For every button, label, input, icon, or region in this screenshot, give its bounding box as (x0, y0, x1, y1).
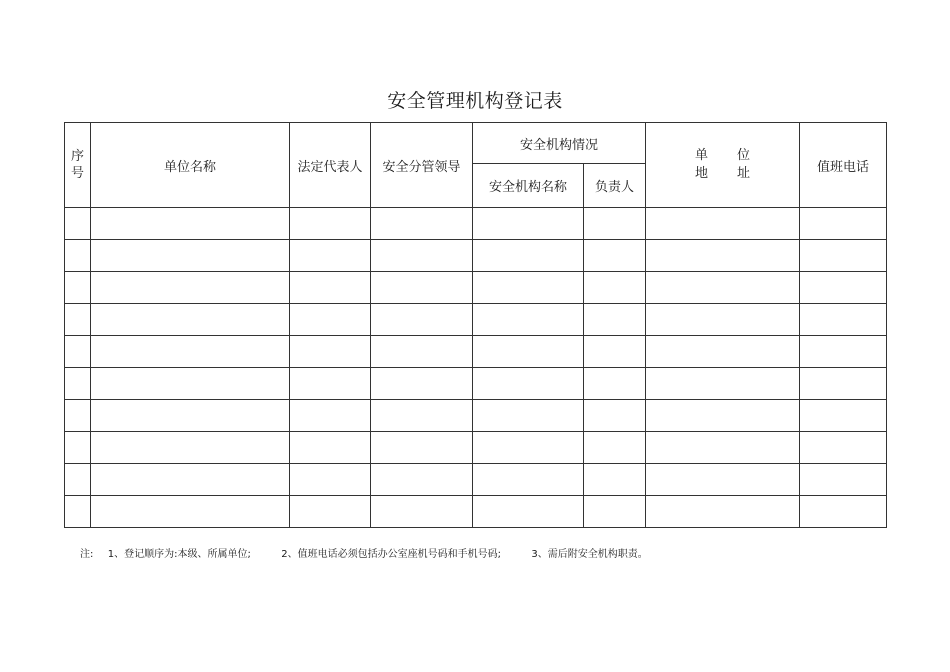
table-cell[interactable] (800, 400, 887, 432)
header-row-top (65, 123, 887, 164)
table-cell[interactable] (473, 272, 584, 304)
table-cell[interactable] (65, 272, 91, 304)
table-cell[interactable] (65, 400, 91, 432)
table-row (65, 208, 887, 240)
table-cell[interactable] (800, 272, 887, 304)
table-cell[interactable] (584, 496, 646, 528)
table-cell[interactable] (473, 240, 584, 272)
footnote-prefix: 注: (80, 549, 94, 560)
table-cell[interactable] (646, 432, 800, 464)
table-cell[interactable] (91, 272, 290, 304)
table-cell[interactable] (371, 336, 473, 368)
table-cell[interactable] (646, 240, 800, 272)
header-duty-phone: 值班电话 (800, 123, 887, 208)
table-cell[interactable] (91, 496, 290, 528)
table-cell[interactable] (290, 400, 371, 432)
table-cell[interactable] (290, 464, 371, 496)
table-row (65, 272, 887, 304)
header-unit-name: 单位名称 (91, 123, 290, 208)
table-cell[interactable] (646, 368, 800, 400)
table-cell[interactable] (65, 208, 91, 240)
table-cell[interactable] (290, 432, 371, 464)
table-row (65, 400, 887, 432)
header-org-name: 安全机构名称 (473, 164, 584, 208)
table-cell[interactable] (371, 368, 473, 400)
table-row (65, 496, 887, 528)
table-cell[interactable] (646, 464, 800, 496)
page-title: 安全管理机构登记表 (387, 90, 563, 112)
table-cell[interactable] (91, 240, 290, 272)
table-cell[interactable] (800, 368, 887, 400)
header-responsible: 负责人 (584, 164, 646, 208)
address-char: 址 (737, 166, 751, 181)
table-cell[interactable] (646, 400, 800, 432)
table-row (65, 240, 887, 272)
table-cell[interactable] (800, 240, 887, 272)
table-cell[interactable] (800, 496, 887, 528)
table-cell[interactable] (646, 336, 800, 368)
table-cell[interactable] (91, 304, 290, 336)
table-row (65, 368, 887, 400)
address-char: 单 (695, 148, 709, 163)
table-cell[interactable] (290, 208, 371, 240)
table-cell[interactable] (473, 208, 584, 240)
table-cell[interactable] (65, 432, 91, 464)
table-cell[interactable] (91, 208, 290, 240)
header-seq-label: 序号 (70, 149, 84, 181)
table-cell[interactable] (65, 368, 91, 400)
table-cell[interactable] (473, 432, 584, 464)
table-cell[interactable] (65, 240, 91, 272)
table-row (65, 464, 887, 496)
table-cell[interactable] (584, 432, 646, 464)
address-char: 地 (695, 166, 709, 181)
table-cell[interactable] (800, 432, 887, 464)
footnote-item-1: 1、登记顺序为:本级、所属单位; (107, 549, 251, 560)
footnote (80, 545, 648, 560)
table-cell[interactable] (800, 464, 887, 496)
table-cell[interactable] (473, 400, 584, 432)
table-cell[interactable] (371, 304, 473, 336)
footnote-item-3: 3、需后附安全机构职责。 (531, 549, 648, 560)
table-cell[interactable] (371, 400, 473, 432)
unit-address-label (685, 148, 761, 182)
table-body (65, 208, 887, 528)
table-cell[interactable] (473, 368, 584, 400)
table-cell[interactable] (371, 208, 473, 240)
table-cell[interactable] (473, 336, 584, 368)
table-cell[interactable] (290, 272, 371, 304)
table-row (65, 336, 887, 368)
table-cell[interactable] (290, 496, 371, 528)
table-cell[interactable] (290, 368, 371, 400)
table-cell[interactable] (473, 496, 584, 528)
header-legal-rep: 法定代表人 (290, 123, 371, 208)
table-cell[interactable] (646, 208, 800, 240)
table-cell[interactable] (646, 304, 800, 336)
table-cell[interactable] (584, 240, 646, 272)
table-cell[interactable] (473, 464, 584, 496)
table-cell[interactable] (371, 464, 473, 496)
table-cell[interactable] (290, 336, 371, 368)
table-cell[interactable] (584, 464, 646, 496)
table-cell[interactable] (371, 240, 473, 272)
table-cell[interactable] (91, 400, 290, 432)
table-cell[interactable] (800, 304, 887, 336)
table-cell[interactable] (371, 272, 473, 304)
table-cell[interactable] (584, 304, 646, 336)
table-cell[interactable] (65, 336, 91, 368)
table-cell[interactable] (371, 496, 473, 528)
table-cell[interactable] (290, 304, 371, 336)
address-char: 位 (737, 148, 751, 163)
table-cell[interactable] (65, 464, 91, 496)
table-cell[interactable] (800, 336, 887, 368)
table-cell[interactable] (91, 432, 290, 464)
table-cell[interactable] (584, 272, 646, 304)
table-cell[interactable] (290, 240, 371, 272)
table-row (65, 304, 887, 336)
header-org-status: 安全机构情况 (473, 123, 646, 164)
table-row (65, 432, 887, 464)
table-cell[interactable] (584, 400, 646, 432)
table-cell[interactable] (65, 496, 91, 528)
table-cell[interactable] (646, 496, 800, 528)
table-cell[interactable] (584, 368, 646, 400)
table-cell[interactable] (91, 464, 290, 496)
table-cell[interactable] (646, 272, 800, 304)
header-unit-address (646, 123, 800, 208)
table-cell[interactable] (371, 432, 473, 464)
table-cell[interactable] (584, 336, 646, 368)
header-seq (65, 123, 91, 208)
table-cell[interactable] (473, 304, 584, 336)
table-cell[interactable] (800, 208, 887, 240)
registration-table (64, 122, 887, 528)
table-cell[interactable] (91, 336, 290, 368)
table-cell[interactable] (584, 208, 646, 240)
header-safety-leader: 安全分管领导 (371, 123, 473, 208)
table-cell[interactable] (91, 368, 290, 400)
footnote-item-2: 2、值班电话必须包括办公室座机号码和手机号码; (281, 549, 501, 560)
table-cell[interactable] (65, 304, 91, 336)
